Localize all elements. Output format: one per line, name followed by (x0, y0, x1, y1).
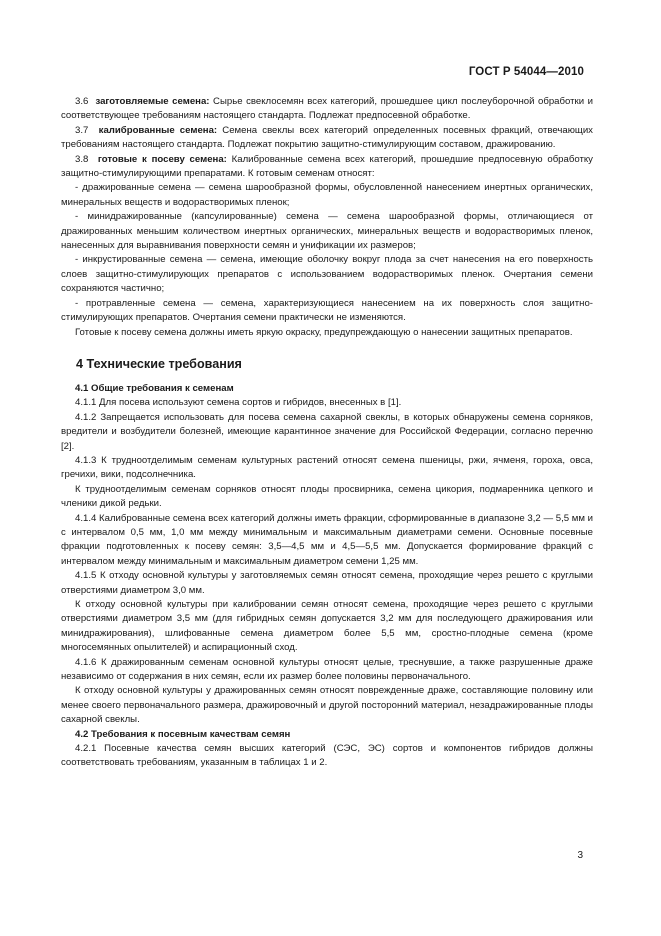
definition-text: Сырье свеклосемян всех категорий, прошедшее цикл послеуборочной обработки и соответствующее требованиям настоящего стандарта. Подлежат предпосевной обработке. (61, 96, 593, 122)
paragraph-4-1-5-continued: К отходу основной культуры при калибровании семян относят семена, проходящие через решето с круглыми отверстиями диаметром 3,5 мм (для гибридных семян допускается 3,2 мм для последующего дражирования или минидражирования), шлифованные семена диаметром более 5,5 мм, сростно-плодные семена (кроме многосемянных опылителей) и аспирационный сход. (61, 599, 593, 654)
document-body (61, 95, 593, 771)
definition-number: 3.7 (75, 124, 89, 136)
paragraph-4-1-3: 4.1.3 К трудноотделимым семенам культурных растений относят семена пшеницы, ржи, ячменя, гороха, овса, гречихи, вики, подсолнечника. (61, 454, 593, 481)
paragraph-4-1-3-continued: К трудноотделимым семенам сорняков относят плоды просвирника, семена цикория, подмаренника цепкого и членики дикой редьки. (61, 483, 593, 510)
list-item: - дражированные семена — семена шарообразной формы, обусловленной нанесением инертных органических, минеральных веществ и водорастворимых пленок; (61, 182, 593, 208)
paragraph-4-1-6: 4.1.6 К дражированным семенам основной культуры относят целые, треснувшие, а также разрушенные драже независимо от содержания в них семян, если их размер более половины первоначального. (61, 656, 593, 683)
paragraph-4-2-1: 4.2.1 Посевные качества семян высших категорий (СЭС, ЭС) сортов и компонентов гибридов должны соответствовать требованиям, указанным в таблицах 1 и 2. (61, 743, 593, 769)
list-item: - инкрустированные семена — семена, имеющие оболочку вокруг плода за счет нанесения на его поверхность слоев защитно-стимулирующих препаратов с использованием водорастворимых пленок. Очертания семени сохраняются частично; (61, 254, 593, 295)
paragraph-4-1-5: 4.1.5 К отходу основной культуры у заготовляемых семян относят семена, проходящие через решето с круглыми отверстиями диаметром 3,0 мм. (61, 570, 593, 596)
standard-id: ГОСТ Р 54044—2010 (468, 66, 584, 78)
definition-text: Калиброванные семена всех категорий, прошедшие предпосевную обработку защитно-стимулирующими препаратами. К готовым семенам относят: (61, 153, 593, 180)
paragraph-4-1-4: 4.1.4 Калиброванные семена всех категорий должны иметь фракции, сформированные в диапазоне 3,2 — 5,5 мм и с интервалом 0,5 мм, 1,0 мм между минимальным и максимальным диаметрами семени. Основные посевные фракции подготовленных к посеву семян: 3,5—4,5 мм и 4,5—5,5 мм. Допускается формирование фракций с интервалом между минимальным и максимальным диаметром семени 1,25 мм. (61, 512, 593, 567)
definition-number: 3.8 (75, 153, 89, 165)
section-4-heading: 4 Технические требования (76, 356, 242, 371)
definition-text: Семена свеклы всех категорий определенных посевных фракций, отвечающих требованиям настоящего стандарта. Подлежат покрытию защитно-стимулирующим составом, дражированию. (61, 124, 593, 151)
subsection-4-2-heading: 4.2 Требования к посевным качествам семян (75, 728, 291, 740)
definition-term: калиброванные семена: (98, 124, 218, 136)
paragraph-4-1-2: 4.1.2 Запрещается использовать для посева семена сахарной свеклы, в которых обнаружены семена сорняков, вредители и возбудители болезней, имеющие карантинное значение для Российской Федерации, согласно перечню [2]. (61, 411, 593, 452)
subsection-4-1-heading: 4.1 Общие требования к семенам (75, 382, 234, 394)
definition-3-8 (61, 153, 593, 182)
definition-3-7 (61, 124, 593, 153)
paragraph-4-1-1: 4.1.1 Для посева используют семена сортов и гибридов, внесенных в [1]. (75, 397, 402, 409)
definition-3-6 (61, 95, 593, 124)
paragraph-4-1-6-continued: К отходу основной культуры у дражированных семян относят поврежденные драже, составляющие половину или менее своего первоначального размера, дражировочный и другой посторонний материал, незадражированные плоды сахарной свеклы. (61, 685, 593, 726)
list-item: - протравленные семена — семена, характеризующиеся нанесением на их поверхность слоя защитно-стимулирующих препаратов. Очертания семени практически не изменяются. (61, 297, 593, 324)
page-number: 3 (577, 850, 583, 861)
definition-number: 3.6 (75, 96, 89, 107)
definition-term: готовые к посеву семена: (97, 153, 227, 165)
definition-term: заготовляемые семена: (95, 96, 210, 107)
list-item: - минидражированные (капсулированные) семена — семена шарообразной формы, отличающиеся от дражированных меньшим количеством инертных органических, минеральных веществ и водорастворимых пленок, нанесенных для выравнивания поверхности семян и унификации их размеров; (61, 211, 593, 252)
closing-paragraph: Готовые к посеву семена должны иметь яркую окраску, предупреждающую о нанесении защитных препаратов. (75, 326, 573, 338)
